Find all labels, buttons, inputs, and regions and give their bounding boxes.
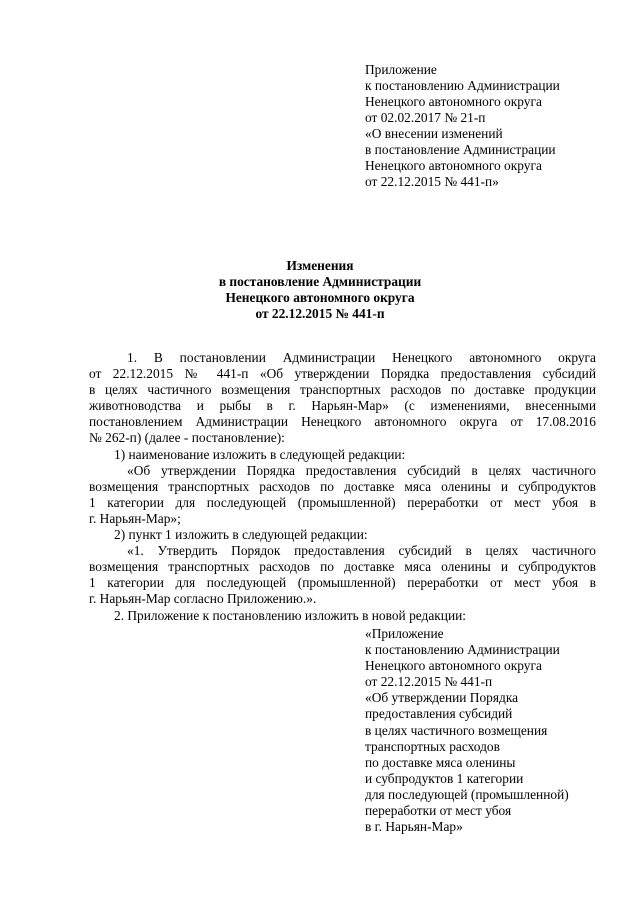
appendix-header-line: от 22.12.2015 № 441-п» [365,174,499,189]
paragraph-5 [89,543,596,607]
text-line: постановлением Администрации Ненецкого автономного округа от 17.08.2016 [89,414,596,430]
text-line: г. Нарьян-Мар»; [89,510,181,526]
text-line: 1) наименование изложить в следующей редакции: [114,446,406,462]
text-line: от 22.12.2015 № 441-п «Об утверждении Порядка предоставления субсидий [89,366,596,382]
text-line: возмещения транспортных расходов по доставке мяса оленины и субпродуктов [89,478,596,494]
text-line: 1. В постановлении Администрации Ненецкого автономного округа [127,350,596,365]
title-line: в постановление Администрации [218,274,422,289]
appendix-header-line: к постановлению Администрации [365,78,560,93]
quote-line: по доставке мяса оленины [365,754,516,770]
paragraph-2 [89,447,596,463]
text-line: возмещения транспортных расходов по доставке мяса оленины и субпродуктов [89,559,596,575]
quote-line: в целях частичного возмещения [365,722,548,738]
appendix-header-line: Ненецкого автономного округа [365,158,542,173]
text-line: животноводства и рыбы в г. Нарьян-Мар» (с изменениями, внесенными [89,398,596,414]
title-line: от 22.12.2015 № 441-п [255,306,385,321]
quote-line: к постановлению Администрации [365,642,560,658]
quote-line: от 22.12.2015 № 441-п [365,674,493,690]
quote-line: переработки от мест убоя [365,803,512,819]
title-line: Изменения [286,258,354,273]
quote-line: предоставления субсидий [365,706,513,722]
quote-line: в г. Нарьян-Мар» [365,819,463,835]
paragraph-1 [89,350,596,447]
appendix-header-line: в постановление Администрации [365,142,556,157]
paragraph-6 [89,608,596,624]
quote-line: и субпродуктов 1 категории [365,770,524,786]
document-body [89,350,596,624]
appendix-header-line: Приложение [365,62,437,77]
quote-line: «Об утверждении Порядка [365,690,519,706]
appendix-header-line: «О внесении изменений [365,126,503,141]
title-line: Ненецкого автономного округа [225,290,415,305]
text-line: «Об утверждении Порядка предоставления субсидий в целях частичного [127,462,596,478]
text-line: 1 категории для последующей (промышленной) переработки от мест убоя в [89,575,596,591]
appendix-header-line: Ненецкого автономного округа [365,94,542,109]
quote-line: «Приложение [365,626,444,641]
document-title [0,258,640,322]
text-line: в целях частичного возмещения транспортных расходов по доставке продукции [89,382,596,398]
text-line: 2. Приложение к постановлению изложить в новой редакции: [114,607,467,623]
appendix-header [365,62,625,190]
quote-line: транспортных расходов [365,738,500,754]
text-line: «1. Утвердить Порядок предоставления субсидий в целях частичного [127,543,596,559]
quote-line: Ненецкого автономного округа [365,658,542,674]
quote-line: для последующей (промышленной) [365,786,569,802]
text-line: 1 категории для последующей (промышленной) переработки от мест убоя в [89,494,596,510]
text-line: 2) пункт 1 изложить в следующей редакции: [114,527,368,543]
quoted-appendix-header [365,626,625,835]
paragraph-4 [89,527,596,543]
paragraph-3 [89,463,596,527]
appendix-header-line: от 02.02.2017 № 21-п [365,110,486,125]
text-line: г. Нарьян-Мар согласно Приложению.». [89,591,317,607]
text-line: № 262-п) (далее - постановление): [89,430,285,446]
